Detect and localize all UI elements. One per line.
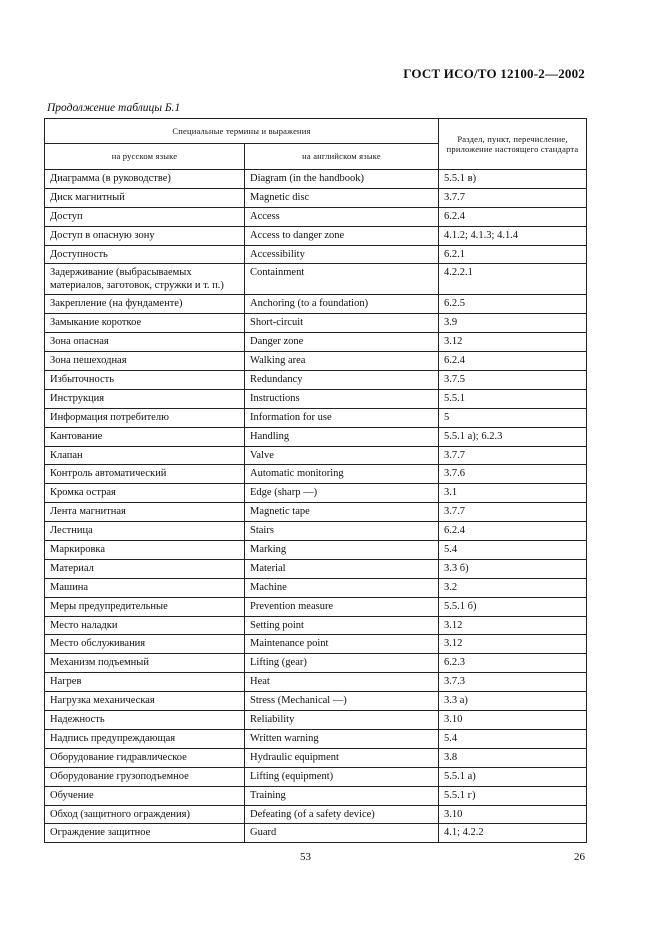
- table-row: [45, 264, 587, 295]
- table-row: [45, 578, 587, 597]
- cell-russian-term: Кромка острая: [45, 484, 245, 503]
- cell-reference: 3.3 а): [439, 692, 587, 711]
- cell-russian-term: Информация потребителю: [45, 408, 245, 427]
- cell-english-term: Defeating (of a safety device): [245, 805, 439, 824]
- cell-english-term: Guard: [245, 824, 439, 843]
- cell-russian-term: Зона пешеходная: [45, 352, 245, 371]
- cell-english-term: Valve: [245, 446, 439, 465]
- document-standard-title: ГОСТ ИСО/ТО 12100-2—2002: [403, 66, 585, 81]
- page-number: 53: [300, 851, 311, 863]
- header-russian: на русском языке: [45, 144, 245, 170]
- cell-reference: 5.4: [439, 729, 587, 748]
- cell-reference: 3.7.7: [439, 503, 587, 522]
- cell-english-term: Redundancy: [245, 371, 439, 390]
- table-caption: Продолжение таблицы Б.1: [47, 102, 181, 114]
- cell-russian-term: Доступ в опасную зону: [45, 226, 245, 245]
- cell-russian-term: Место обслуживания: [45, 635, 245, 654]
- cell-english-term: Information for use: [245, 408, 439, 427]
- cell-english-term: Marking: [245, 541, 439, 560]
- table-row: [45, 748, 587, 767]
- table-row: [45, 692, 587, 711]
- cell-reference: 6.2.4: [439, 522, 587, 541]
- table-row: [45, 635, 587, 654]
- cell-reference: 6.2.5: [439, 295, 587, 314]
- header-reference: Раздел, пункт, перечисление, приложение настоящего стандарта: [439, 119, 587, 170]
- cell-russian-term: Доступ: [45, 207, 245, 226]
- cell-english-term: Lifting (equipment): [245, 767, 439, 786]
- cell-reference: 5.4: [439, 541, 587, 560]
- cell-english-term: Magnetic tape: [245, 503, 439, 522]
- cell-reference: 3.7.5: [439, 371, 587, 390]
- table-row: [45, 729, 587, 748]
- cell-reference: 3.7.3: [439, 673, 587, 692]
- table-row: [45, 245, 587, 264]
- cell-russian-term: Лента магнитная: [45, 503, 245, 522]
- table-row: [45, 654, 587, 673]
- table-row: [45, 786, 587, 805]
- table-row: [45, 427, 587, 446]
- cell-reference: 4.1; 4.2.2: [439, 824, 587, 843]
- cell-russian-term: Механизм подъемный: [45, 654, 245, 673]
- cell-english-term: Material: [245, 559, 439, 578]
- cell-reference: 3.7.7: [439, 188, 587, 207]
- cell-reference: 3.2: [439, 578, 587, 597]
- cell-reference: 3.10: [439, 805, 587, 824]
- cell-english-term: Reliability: [245, 711, 439, 730]
- cell-russian-term: Место наладки: [45, 616, 245, 635]
- cell-english-term: Stress (Mechanical —): [245, 692, 439, 711]
- cell-russian-term: Инструкция: [45, 389, 245, 408]
- cell-reference: 3.12: [439, 333, 587, 352]
- cell-russian-term: Клапан: [45, 446, 245, 465]
- table-row: [45, 446, 587, 465]
- cell-english-term: Maintenance point: [245, 635, 439, 654]
- cell-russian-term: Избыточность: [45, 371, 245, 390]
- table-row: [45, 503, 587, 522]
- cell-reference: 3.8: [439, 748, 587, 767]
- cell-russian-term: Диск магнитный: [45, 188, 245, 207]
- table-row: [45, 333, 587, 352]
- cell-reference: 3.12: [439, 635, 587, 654]
- cell-english-term: Prevention measure: [245, 597, 439, 616]
- cell-english-term: Stairs: [245, 522, 439, 541]
- header-english: на английском языке: [245, 144, 439, 170]
- cell-english-term: Machine: [245, 578, 439, 597]
- cell-english-term: Access to danger zone: [245, 226, 439, 245]
- cell-english-term: Training: [245, 786, 439, 805]
- cell-reference: 3.3 б): [439, 559, 587, 578]
- cell-english-term: Instructions: [245, 389, 439, 408]
- cell-russian-term: Машина: [45, 578, 245, 597]
- cell-english-term: Lifting (gear): [245, 654, 439, 673]
- table-row: [45, 616, 587, 635]
- sheet-number: 26: [574, 851, 585, 863]
- table-row: [45, 673, 587, 692]
- table-row: [45, 805, 587, 824]
- cell-russian-term: Замыкание короткое: [45, 314, 245, 333]
- table-row: [45, 711, 587, 730]
- cell-russian-term: Задерживание (выбрасываемых материалов, заготовок, стружки и т. п.): [45, 264, 245, 295]
- cell-english-term: Accessibility: [245, 245, 439, 264]
- cell-english-term: Written warning: [245, 729, 439, 748]
- cell-english-term: Magnetic disc: [245, 188, 439, 207]
- cell-russian-term: Диаграмма (в руководстве): [45, 170, 245, 189]
- cell-russian-term: Обучение: [45, 786, 245, 805]
- cell-russian-term: Контроль автоматический: [45, 465, 245, 484]
- cell-english-term: Short-circuit: [245, 314, 439, 333]
- cell-russian-term: Маркировка: [45, 541, 245, 560]
- cell-reference: 3.7.7: [439, 446, 587, 465]
- cell-reference: 5.5.1: [439, 389, 587, 408]
- cell-english-term: Access: [245, 207, 439, 226]
- cell-reference: 6.2.3: [439, 654, 587, 673]
- cell-english-term: Diagram (in the handbook): [245, 170, 439, 189]
- table-row: [45, 522, 587, 541]
- cell-english-term: Anchoring (to a foundation): [245, 295, 439, 314]
- cell-reference: 5.5.1 г): [439, 786, 587, 805]
- table-row: [45, 541, 587, 560]
- table-row: [45, 371, 587, 390]
- cell-english-term: Handling: [245, 427, 439, 446]
- cell-reference: 5.5.1 б): [439, 597, 587, 616]
- cell-reference: 3.12: [439, 616, 587, 635]
- cell-reference: 3.10: [439, 711, 587, 730]
- cell-reference: 3.1: [439, 484, 587, 503]
- table-row: [45, 408, 587, 427]
- cell-russian-term: Материал: [45, 559, 245, 578]
- cell-english-term: Heat: [245, 673, 439, 692]
- cell-russian-term: Нагрев: [45, 673, 245, 692]
- cell-russian-term: Нагрузка механическая: [45, 692, 245, 711]
- cell-reference: 3.9: [439, 314, 587, 333]
- table-row: [45, 465, 587, 484]
- table-body: [45, 170, 587, 843]
- table-row: [45, 559, 587, 578]
- cell-reference: 6.2.1: [439, 245, 587, 264]
- cell-russian-term: Меры предупредительные: [45, 597, 245, 616]
- table-row: [45, 484, 587, 503]
- cell-reference: 4.1.2; 4.1.3; 4.1.4: [439, 226, 587, 245]
- cell-russian-term: Оборудование гидравлическое: [45, 748, 245, 767]
- cell-russian-term: Надежность: [45, 711, 245, 730]
- cell-reference: 6.2.4: [439, 207, 587, 226]
- cell-reference: 5: [439, 408, 587, 427]
- table-row: [45, 295, 587, 314]
- table-row: [45, 352, 587, 371]
- cell-russian-term: Обход (защитного ограждения): [45, 805, 245, 824]
- cell-reference: 6.2.4: [439, 352, 587, 371]
- cell-russian-term: Лестница: [45, 522, 245, 541]
- cell-english-term: Automatic monitoring: [245, 465, 439, 484]
- cell-russian-term: Закрепление (на фундаменте): [45, 295, 245, 314]
- cell-reference: 5.5.1 в): [439, 170, 587, 189]
- table-row: [45, 824, 587, 843]
- cell-english-term: Setting point: [245, 616, 439, 635]
- header-special-terms: Специальные термины и выражения: [45, 119, 439, 144]
- cell-english-term: Walking area: [245, 352, 439, 371]
- table-row: [45, 207, 587, 226]
- cell-reference: 5.5.1 а): [439, 767, 587, 786]
- cell-russian-term: Кантование: [45, 427, 245, 446]
- table-row: [45, 597, 587, 616]
- cell-english-term: Edge (sharp —): [245, 484, 439, 503]
- cell-reference: 3.7.6: [439, 465, 587, 484]
- cell-english-term: Containment: [245, 264, 439, 295]
- cell-russian-term: Ограждение защитное: [45, 824, 245, 843]
- table-row: [45, 314, 587, 333]
- table-row: [45, 389, 587, 408]
- cell-reference: 4.2.2.1: [439, 264, 587, 295]
- cell-english-term: Hydraulic equipment: [245, 748, 439, 767]
- table-row: [45, 188, 587, 207]
- table-row: [45, 767, 587, 786]
- terms-table: [44, 118, 587, 843]
- cell-russian-term: Оборудование грузоподъемное: [45, 767, 245, 786]
- cell-russian-term: Зона опасная: [45, 333, 245, 352]
- table-row: [45, 226, 587, 245]
- cell-russian-term: Доступность: [45, 245, 245, 264]
- cell-english-term: Danger zone: [245, 333, 439, 352]
- table-row: [45, 170, 587, 189]
- cell-russian-term: Надпись предупреждающая: [45, 729, 245, 748]
- cell-reference: 5.5.1 а); 6.2.3: [439, 427, 587, 446]
